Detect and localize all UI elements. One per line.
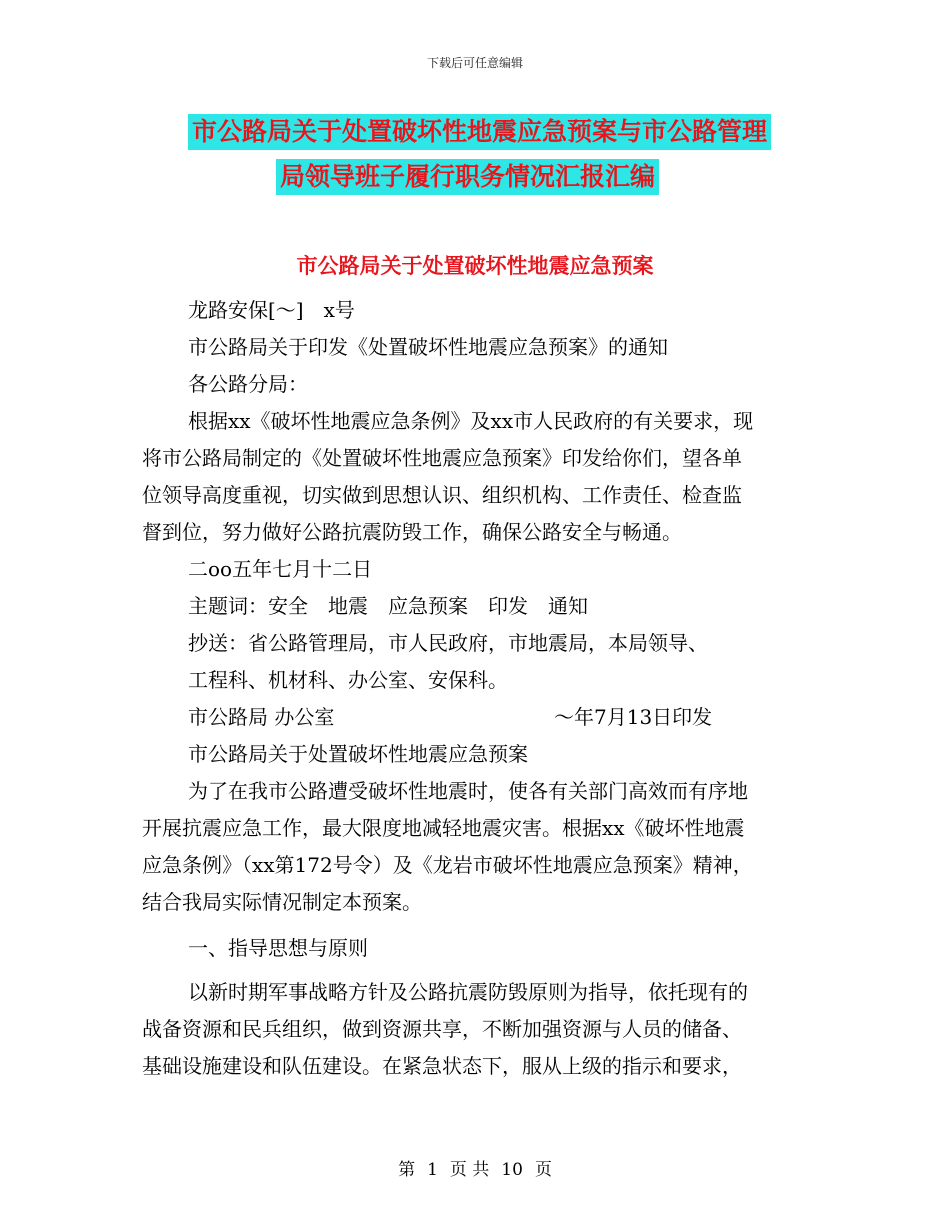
footer-prefix: 第 [398,1160,416,1180]
keywords-line: 主题词：安全 地震 应急预案 印发 通知 [188,594,588,618]
paragraph-line: 为了在我市公路遭受破坏性地震时，使各有关部门高效而有序地 [188,779,748,803]
paragraph-line: 督到位，努力做好公路抗震防毁工作，确保公路安全与畅通。 [142,520,682,544]
footer-mid: 页 共 [449,1160,490,1180]
cc-line: 抄送：省公路管理局，市人民政府，市地震局，本局领导、 [188,631,708,655]
issue-date: ～年7月13日印发 [554,705,713,729]
total-pages: 10 [501,1160,523,1180]
section-heading: 一、指导思想与原则 [188,936,368,960]
paragraph-line: 战备资源和民兵组织，做到资源共享，不断加强资源与人员的储备、 [142,1017,742,1041]
date-line: 二oo五年七月十二日 [188,557,373,581]
title-line-2: 局领导班子履行职务情况汇报汇编 [276,159,659,195]
cc-line: 工程科、机材科、办公室、安保科。 [188,668,508,692]
page-number: 1 [427,1160,438,1180]
issuer-line: 市公路局 办公室 [188,705,335,729]
title-line-1: 市公路局关于处置破坏性地震应急预案与市公路管理 [188,114,771,150]
header-note: 下载后可任意编辑 [426,56,523,70]
footer-suffix: 页 [534,1160,552,1180]
paragraph-line: 以新时期军事战略方针及公路抗震防毁原则为指导，依托现有的 [188,980,748,1004]
addressee: 各公路分局： [188,372,308,396]
paragraph-line: 结合我局实际情况制定本预案。 [142,890,422,914]
paragraph-line: 根据xx《破坏性地震应急条例》及xx市人民政府的有关要求，现 [188,409,754,433]
paragraph-line: 将市公路局制定的《处置破坏性地震应急预案》印发给你们，望各单 [142,446,742,470]
paragraph-line: 应急条例》（xx第172号令）及《龙岩市破坏性地震应急预案》精神， [142,853,753,877]
paragraph-line: 位领导高度重视，切实做到思想认识、组织机构、工作责任、检查监 [142,483,742,507]
doc-number: 龙路安保[～] x号 [188,298,355,322]
paragraph-line: 开展抗震应急工作，最大限度地减轻地震灾害。根据xx《破坏性地震 [142,816,745,840]
plan-title: 市公路局关于处置破坏性地震应急预案 [188,742,528,766]
section-title: 市公路局关于处置破坏性地震应急预案 [296,254,654,278]
paragraph-line: 基础设施建设和队伍建设。在紧急状态下，服从上级的指示和要求， [142,1054,742,1078]
page-footer [0,1155,950,1180]
notice-title: 市公路局关于印发《处置破坏性地震应急预案》的通知 [188,335,668,359]
